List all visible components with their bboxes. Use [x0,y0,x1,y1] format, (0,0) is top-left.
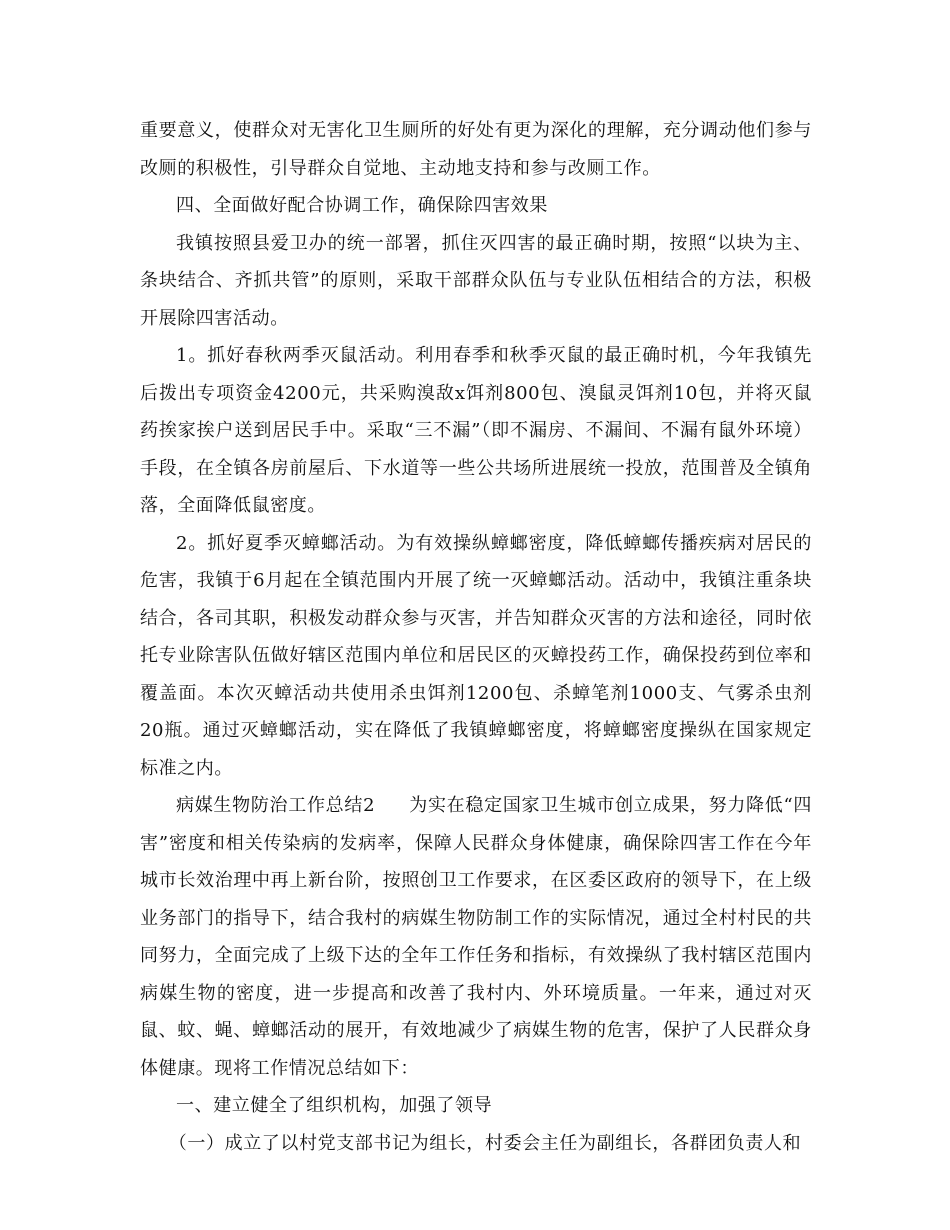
paragraph-sub-1: （一）成立了以村党支部书记为组长，村委会主任为副组长，各群团负责人和 [168,1132,802,1154]
summary-2-text: 为实在稳定国家卫生城市创立成果，努力降低“四害”密度和相关传染病的发病率，保障人民群众身体健康，确保除四害工作在今年城市长效治理中再上新台阶，按照创卫工作要求，在区委区政府的领导下，在上级业务部门的指导下，结合我村的病媒生物防制工作的实际情况，通过全村村民的共同努力，全面完成了上级下达的全年工作任务和指标，有效操纵了我村辖区范围内病媒生物的密度，进一步提高和改善了我村内、外环境质量。一年来，通过对灭鼠、蚊、蝇、蟑螂活动的展开，有效地减少了病媒生物的危害，保护了人民群众身体健康。现将工作情况总结如下： [140,795,812,1079]
paragraph-summary-2 [140,787,812,1087]
document-body [140,112,812,1162]
paragraph-3: 我镇按照县爱卫办的统一部署，抓住灭四害的最正确时期，按照“以块为主、条块结合、齐抓共管”的原则，采取干部群众队伍与专业队伍相结合的方法，积极开展除四害活动。 [140,232,812,329]
paragraph-rodent-control: 1。抓好春秋两季灭鼠活动。利用春季和秋季灭鼠的最正确时机，今年我镇先后拨出专项资金4200元，共采购溴敌x饵剂800包、溴鼠灵饵剂10包，并将灭鼠药挨家挨户送到居民手中。采取“三不漏”（即不漏房、不漏间、不漏有鼠外环境）手段，在全镇各房前屋后、下水道等一些公共场所进展统一投放，范围普及全镇角落，全面降低鼠密度。 [140,345,812,516]
paragraph-1: 重要意义，使群众对无害化卫生厕所的好处有更为深化的理解，充分调动他们参与改厕的积极性，引导群众自觉地、主动地支持和参与改厕工作。 [140,120,812,179]
paragraph-cockroach-control: 2。抓好夏季灭蟑螂活动。为有效操纵蟑螂密度，降低蟑螂传播疾病对居民的危害，我镇于6月起在全镇范围内开展了统一灭蟑螂活动。活动中，我镇注重条块结合，各司其职，积极发动群众参与灭害，并告知群众灭害的方法和途径，同时依托专业除害队伍做好辖区范围内单位和居民区的灭蟑投药工作，确保投药到位率和覆盖面。本次灭蟑活动共使用杀虫饵剂1200包、杀蟑笔剂1000支、气雾杀虫剂20瓶。通过灭蟑螂活动，实在降低了我镇蟑螂密度，将蟑螂密度操纵在国家规定标准之内。 [140,532,812,779]
section-heading-1: 一、建立健全了组织机构，加强了领导 [176,1095,493,1116]
section-heading-4: 四、全面做好配合协调工作，确保除四害效果 [176,195,548,216]
summary-2-heading: 病媒生物防治工作总结2 [176,795,376,816]
